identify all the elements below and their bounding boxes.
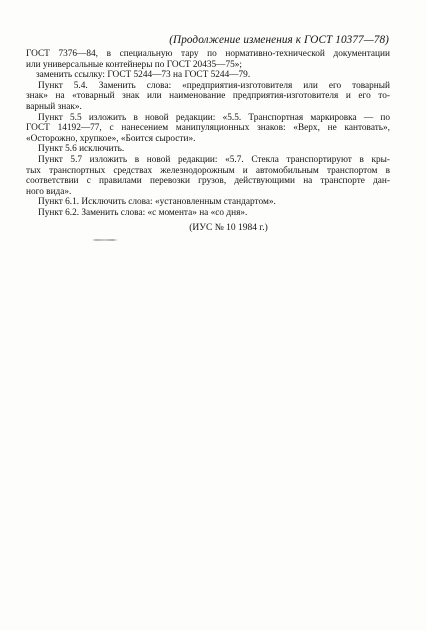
scan-mark [92,239,118,241]
page-header: (Продолжение изменения к ГОСТ 10377—78) [169,34,389,46]
text-line: заменить ссылку: ГОСТ 5244—73 на ГОСТ 5244—79. [36,70,251,81]
text-line: Пункт 5.6 исключить. [38,144,125,155]
text-line: знак» на «товарный знак или наименование предприятия-изготовителя и его то- [26,91,390,102]
text-line: «Осторожно, хрупкое», «Боится сырости». [26,133,196,144]
text-line: ГОСТ 7376—84, в специальную тару по нормативно-технической документации [26,49,390,59]
text-line: Пункт 6.2. Заменить слова: «с момента» на «со дня». [38,207,248,218]
text-line: или универсальные контейнеры по ГОСТ 20435—75»; [26,59,242,70]
text-line: Пункт 5.7 изложить в новой редакции: «5.7. Стекла транспортируют в кры- [38,154,390,165]
ius-reference: (ИУС № 10 1984 г.) [189,223,268,233]
text-line: Пункт 5.5 изложить в новой редакции: «5.5. Транспортная маркировка — по [38,112,390,123]
text-line: тых транспортных средствах железнодорожным и автомобильным транспортом в [26,165,390,176]
text-line: соответствии с правилами перевозки грузов, действующими на транспорте дан- [26,176,390,187]
document-body [26,49,390,219]
text-line: Пункт 6.1. Исключить слова: «установленным стандартом». [38,197,276,208]
text-line: ного вида». [26,186,72,197]
text-line: ГОСТ 14192—77, с нанесением манипуляционных знаков: «Верх, не кантовать», [26,123,390,134]
text-line: варный знак». [26,101,82,112]
text-line: Пункт 5.4. Заменить слова: «предприятия-изготовителя или его товарный [38,80,390,91]
